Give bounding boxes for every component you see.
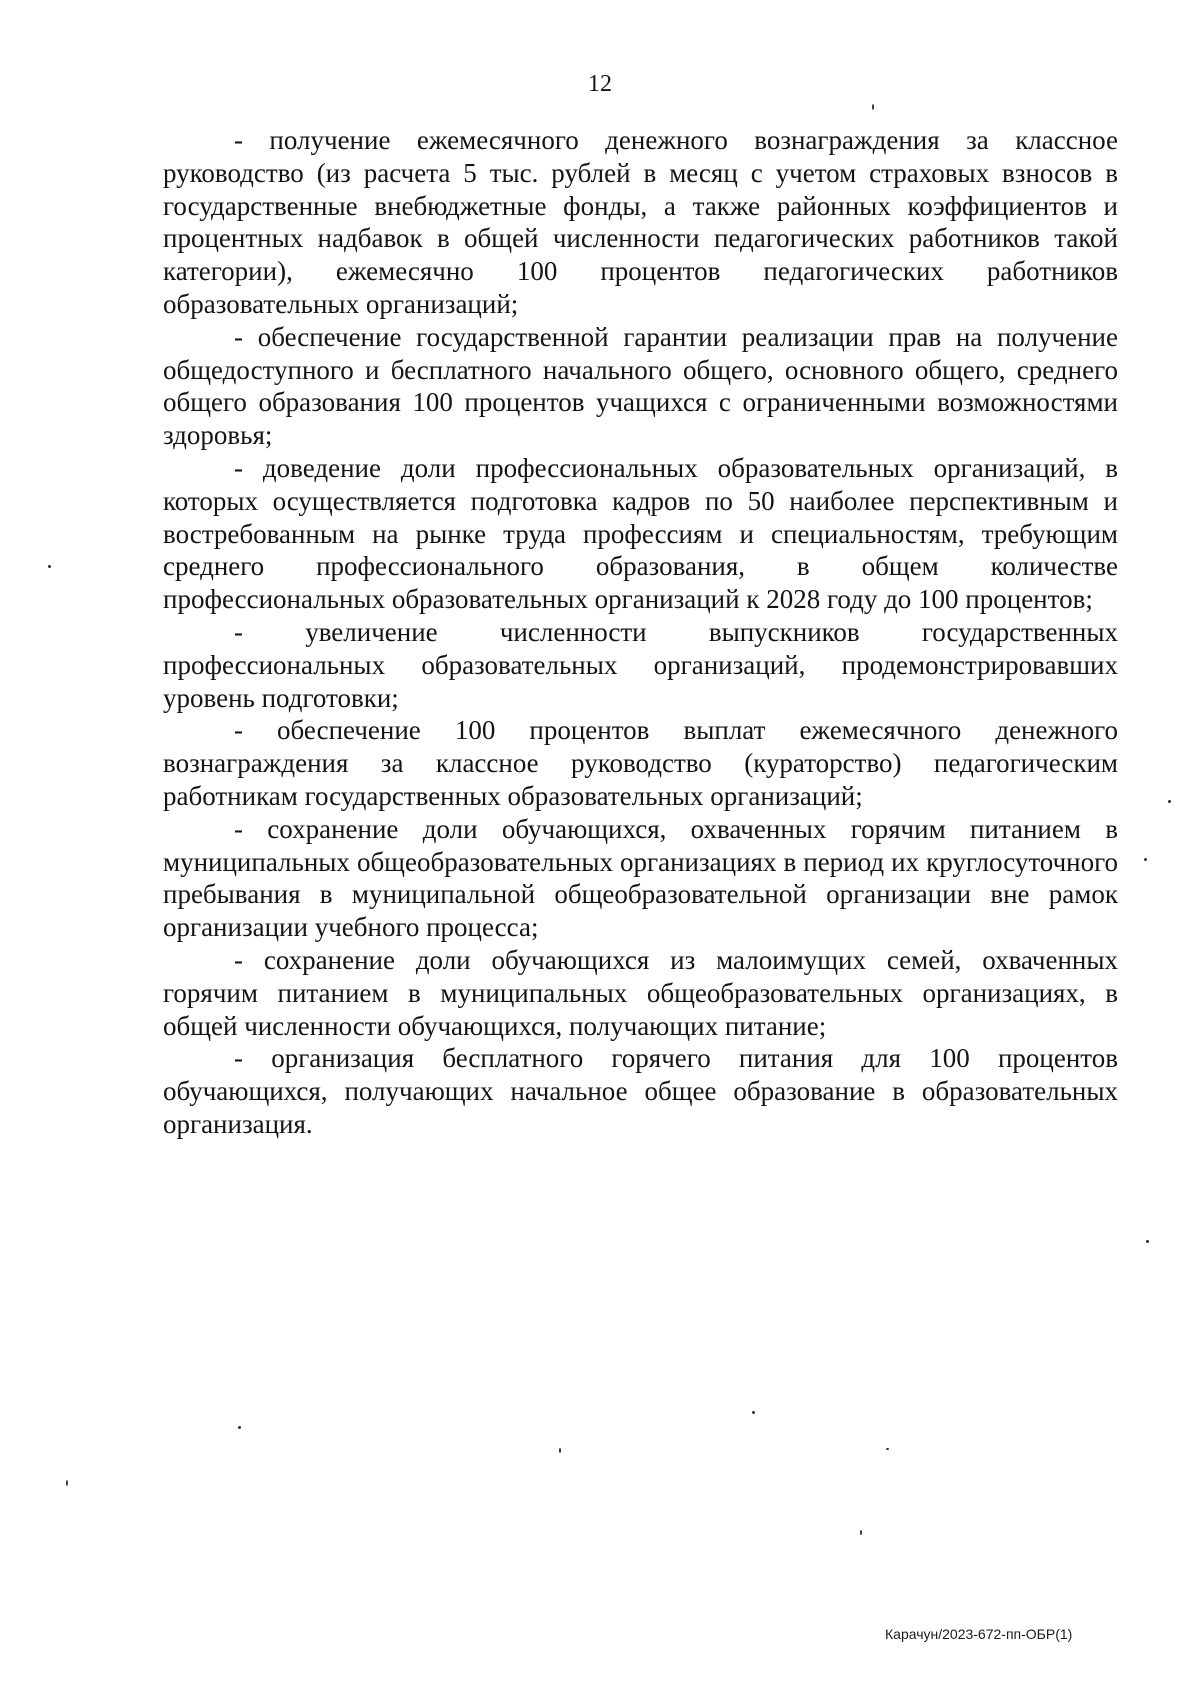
- list-item: - организация бесплатного горячего питания для 100 процентов обучающихся, получающих начальное общее образование в образовательных организация.: [163, 1043, 1118, 1139]
- scan-speck: [1144, 858, 1147, 861]
- scan-speck: [752, 1411, 755, 1414]
- scan-speck: [886, 1448, 889, 1450]
- page-number: 12: [588, 71, 612, 97]
- list-item: - получение ежемесячного денежного вознаграждения за классное руководство (из расчета 5 тыс. рублей в месяц с учетом страховых взносов в государственные внебюджетные фонды, а также районных коэффициентов и процентных надбавок в общей численности педагогических работников такой категории), ежемесячно 100 процентов педагогических работников образовательных организаций;: [163, 125, 1118, 319]
- list-item: - обеспечение 100 процентов выплат ежемесячного денежного вознаграждения за классное руководство (кураторство) педагогическим работникам государственных образовательных организаций;: [163, 715, 1118, 811]
- document-code: Карачун/2023-672-пп-ОБР(1): [885, 1626, 1073, 1642]
- scan-speck: [1146, 1240, 1149, 1243]
- scan-speck: [872, 104, 874, 110]
- scan-speck: [66, 1480, 68, 1486]
- list-item: - доведение доли профессиональных образовательных организаций, в которых осуществляется подготовка кадров по 50 наиболее перспективным и востребованным на рынке труда профессиям и специальностям, требующим среднего профессионального образования, в общем количестве профессиональных образовательных организаций к 2028 году до 100 процентов;: [163, 452, 1118, 615]
- scan-speck: [238, 1426, 241, 1429]
- list-item: - сохранение доли обучающихся из малоимущих семей, охваченных горячим питанием в муниципальных общеобразовательных организациях, в общей численности обучающихся, получающих питание;: [163, 944, 1118, 1041]
- list-item: - сохранение доли обучающихся, охваченных горячим питанием в муниципальных общеобразовательных организациях в период их круглосуточного пребывания в муниципальной общеобразовательной организации вне рамок организации учебного процесса;: [163, 813, 1118, 943]
- scan-speck: [860, 1530, 862, 1535]
- scan-speck: [1168, 800, 1171, 803]
- list-item: - увеличение численности выпускников государственных профессиональных образовательных организаций, продемонстрировавших уровень подготовки;: [163, 616, 1118, 713]
- scan-speck: [559, 1448, 561, 1453]
- scan-speck: [48, 565, 51, 568]
- document-body: [163, 124, 1118, 1141]
- list-item: - обеспечение государственной гарантии реализации прав на получение общедоступного и бесплатного начального общего, основного общего, среднего общего образования 100 процентов учащихся с ограниченными возможностями здоровья;: [163, 321, 1118, 451]
